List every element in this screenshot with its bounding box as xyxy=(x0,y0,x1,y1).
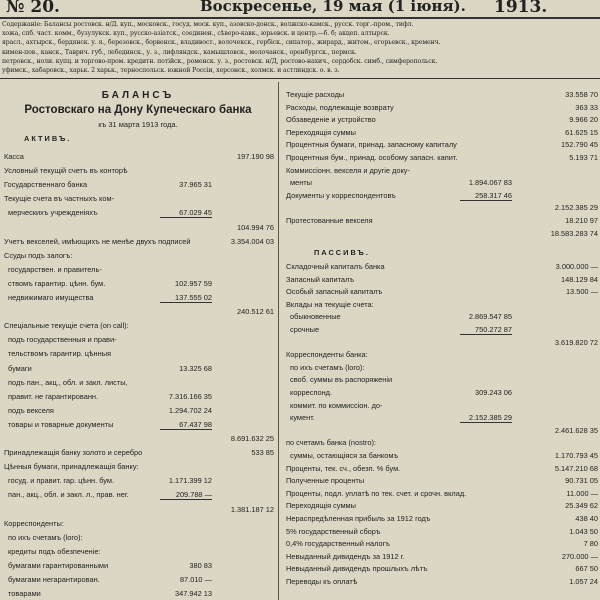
balance-row xyxy=(0,378,276,388)
balance-row xyxy=(0,519,276,529)
toc-line: уфимск., хабаровск., харьк. 2 харьк., терноспольск. южной Россіи, херсонск., холмск. и астлиндск. о. в. з. xyxy=(2,67,340,75)
balance-row xyxy=(0,349,276,359)
row-subamount: 102.957 59 xyxy=(175,278,212,288)
balance-row xyxy=(282,350,600,360)
toc-line: Содержаніе: Балансы ростовск. н/Д. куп., московск., госуд. моск. куп., азовско-донск., волжско-камск., русск. торг.-пром., тифл. xyxy=(2,21,414,28)
row-label: кредиты подъ обезпеченіе: xyxy=(8,546,101,556)
row-total: 2.461.628 35 xyxy=(554,425,598,435)
row-total: 18.583.283 74 xyxy=(550,228,598,238)
assets-heading: АКТИВЪ. xyxy=(24,134,72,143)
balance-heading: БАЛАНСЪ xyxy=(101,90,175,101)
row-label: Переходящія суммы xyxy=(286,127,356,137)
row-label: Протестованные векселя xyxy=(286,216,373,225)
balance-row xyxy=(0,152,276,162)
balance-row xyxy=(282,338,600,348)
row-label: госуд. и правит. гар. цѣнн. бум. xyxy=(8,476,115,486)
balance-row xyxy=(282,375,600,385)
row-total: 152.790 45 xyxy=(561,140,598,150)
toc-line: хожа, спб. част. комм., бузулукск. куп., русско-азіатск., соединен., сѣверо-кавк., юрьевск. и центр.—б. б; акцеп. алтырск. xyxy=(2,30,390,38)
balance-row xyxy=(0,223,276,233)
toc-line: ярасл., ахтырск., бердянск. у. я., березовск., борвенск., владивост., волочекск., гербіск., сипатор., жирард., житом., егорьевск., кременч. xyxy=(2,39,441,47)
column-divider xyxy=(278,82,279,600)
toc-line: петровск., ноли. купц. и торгово-пром. кредитн. потійск., роменск. у. з., ростовск. н/Д, ростово-нахич., сердобск. симб., симферопольск. xyxy=(2,57,438,65)
balance-row xyxy=(0,505,276,515)
row-total: 240.512 61 xyxy=(237,307,274,317)
row-subamount: 37.965 31 xyxy=(179,180,212,190)
row-total: 3.619.820 72 xyxy=(554,337,598,347)
row-total: 148.129 84 xyxy=(561,274,598,284)
balance-row xyxy=(0,434,276,444)
balance-row xyxy=(0,307,276,317)
row-total: 667 50 xyxy=(575,564,598,574)
balance-row xyxy=(282,363,600,373)
row-label: государствен. и правитель- xyxy=(8,264,102,274)
balance-row xyxy=(0,237,276,247)
row-label: мерческихъ учрежденіяхъ xyxy=(8,208,98,218)
balance-row xyxy=(0,462,276,472)
row-label: Ссуды подъ залогъ: xyxy=(4,250,73,260)
row-label: Переходящія суммы xyxy=(286,501,356,511)
row-total: 61.625 15 xyxy=(565,127,598,137)
balance-row xyxy=(282,300,600,310)
row-label: подъ государственныя и прави- xyxy=(8,335,117,345)
row-total: 7 80 xyxy=(583,539,598,549)
row-label: Расходы, подлежащіе возврату xyxy=(286,102,394,112)
balance-row xyxy=(0,533,276,543)
row-subamount: 209.788 — xyxy=(175,490,212,500)
row-subamount: 2.152.385 29 xyxy=(468,413,512,423)
balance-row xyxy=(282,552,600,562)
balance-row xyxy=(0,392,276,402)
balance-row xyxy=(282,426,600,436)
row-label: Спеціальные текущіе счета (on call): xyxy=(4,321,129,331)
liabilities-heading: ПАССИВЪ. xyxy=(314,248,370,257)
row-subamount: 7.316.166 35 xyxy=(168,391,212,401)
row-label: Принадлежащія банку золото и серебро xyxy=(4,448,143,458)
subtotal-rule xyxy=(160,429,212,430)
row-subamount: 1.294.702 24 xyxy=(168,405,212,415)
row-subamount: 347.942 13 xyxy=(175,589,212,599)
balance-row xyxy=(282,312,600,322)
row-total: 3.354.004 03 xyxy=(230,236,274,246)
row-label: обыкновенные xyxy=(290,312,341,322)
balance-row xyxy=(0,194,276,204)
row-subamount: 309.243 06 xyxy=(475,388,512,397)
row-total: 3.000.000 — xyxy=(555,262,598,271)
balance-row xyxy=(0,575,276,585)
balance-row xyxy=(282,501,600,511)
balance-row xyxy=(282,388,600,398)
balance-row xyxy=(0,265,276,275)
balance-row xyxy=(0,251,276,261)
row-label: Запасный капиталъ xyxy=(286,274,354,284)
row-total: 1.043 50 xyxy=(569,526,598,536)
row-total: 25.349 62 xyxy=(565,501,598,511)
row-total: 104.994 76 xyxy=(237,222,274,232)
row-total: 1.170.793 45 xyxy=(554,451,598,460)
row-label: Переводы къ оплатѣ xyxy=(286,577,358,586)
row-label: бумаги xyxy=(8,363,32,373)
balance-row xyxy=(282,262,600,272)
row-label: Условный текущій счетъ въ конторѣ xyxy=(4,166,128,176)
row-subamount: 67.437 98 xyxy=(179,419,212,429)
balance-row xyxy=(0,476,276,486)
row-total: 8.691.632 25 xyxy=(230,434,274,443)
balance-row xyxy=(0,420,276,430)
row-subamount: 258.317 46 xyxy=(475,190,512,200)
row-label: Невыданный дивидендъ за 1912 г. xyxy=(286,551,405,561)
row-label: корреспонд. xyxy=(290,388,333,397)
row-total: 33.558 70 xyxy=(565,90,598,99)
row-total: 13.500 — xyxy=(565,287,598,297)
balance-row xyxy=(0,561,276,571)
row-total: 9.966 20 xyxy=(569,115,598,125)
subtotal-rule xyxy=(160,217,212,218)
row-label: подъ векселя xyxy=(8,405,54,415)
row-label: кумент. xyxy=(290,413,315,423)
row-label: срочные xyxy=(290,325,320,334)
row-label: Текущіе счета въ частныхъ ком- xyxy=(4,194,115,204)
row-total: 5.147.210 68 xyxy=(554,463,598,473)
row-label: Цѣнныя бумаги, принадлежащія банку: xyxy=(4,462,139,472)
row-label: Касса xyxy=(4,152,24,161)
row-label: Нераспредѣленная прибыль за 1912 годъ xyxy=(286,514,431,523)
row-label: ствомъ гарантир. цѣнн. бум. xyxy=(8,278,106,288)
header-rule xyxy=(0,17,600,19)
row-label: правит. не гарантированн. xyxy=(8,391,99,401)
balance-row xyxy=(0,490,276,500)
balance-row xyxy=(0,364,276,374)
bank-name: Ростовскаго на Дону Купеческаго банка xyxy=(24,104,252,116)
row-label: Корреспонденты банка: xyxy=(286,350,368,360)
row-label: Учетъ векселей, имѣющихъ не менѣе двухъ подписей xyxy=(4,236,191,246)
row-subamount: 87.010 — xyxy=(179,575,212,584)
row-subamount: 1.894.067 83 xyxy=(468,178,512,188)
row-subamount: 380 83 xyxy=(189,560,212,570)
row-label: Процентныя бум., принад. особому запасн. капит. xyxy=(286,153,458,162)
row-subamount: 1.171.399 12 xyxy=(168,476,212,486)
row-label: бумагами гарантированными xyxy=(8,560,109,570)
row-label: недвижимаго имущества xyxy=(8,293,94,302)
balance-row xyxy=(282,577,600,587)
row-total: 2.152.385 29 xyxy=(554,203,598,213)
balance-row xyxy=(282,413,600,423)
balance-row xyxy=(282,464,600,474)
row-total: 197.190 98 xyxy=(237,152,274,161)
row-label: подъ пан., акц., обл. и закл. листы, xyxy=(8,377,128,387)
issue-date: Воскресенье, 19 мая (1 іюня). xyxy=(200,0,466,15)
row-label: Документы у корреспондентовъ xyxy=(286,190,396,200)
issue-year: 1913. xyxy=(494,0,548,17)
balance-date: къ 31 марта 1913 года. xyxy=(98,120,178,129)
row-subamount: 2.869.547 85 xyxy=(468,312,512,322)
row-subamount: 67.029 45 xyxy=(179,208,212,218)
balance-row xyxy=(0,547,276,557)
balance-row xyxy=(282,539,600,549)
balance-row xyxy=(282,325,600,335)
row-total: 363 33 xyxy=(575,102,598,112)
balance-row xyxy=(282,564,600,574)
balance-row xyxy=(282,401,600,411)
page-header xyxy=(0,0,600,16)
balance-row xyxy=(0,279,276,289)
balance-row xyxy=(0,321,276,331)
balance-row xyxy=(282,287,600,297)
balance-row xyxy=(0,335,276,345)
row-label: бумагами негарантирован. xyxy=(8,575,100,584)
row-label: Процентныя бумаги, принад. запасному капиталу xyxy=(286,140,457,150)
subtotal-rule xyxy=(160,302,212,303)
issue-number: № 20. xyxy=(6,0,60,17)
balance-row xyxy=(0,589,276,599)
balance-row xyxy=(282,514,600,524)
balance-row xyxy=(282,476,600,486)
balance-row xyxy=(282,527,600,537)
row-label: коммит. по коммиссіон. до- xyxy=(290,400,383,410)
row-label: своб. суммы въ распоряженіи xyxy=(290,375,393,385)
table-of-contents xyxy=(2,20,598,75)
row-label: Корреспонденты: xyxy=(4,518,64,528)
row-label: Обзаведеніе и устройство xyxy=(286,115,376,125)
row-label: суммы, остающіяся за банкомъ xyxy=(290,451,399,460)
balance-row xyxy=(282,489,600,499)
row-total: 1.381.187 12 xyxy=(230,504,274,514)
row-label: Невыданный дивидендъ прошлыхъ лѣтъ xyxy=(286,564,428,574)
balance-row xyxy=(0,208,276,218)
subtotal-rule xyxy=(460,422,512,423)
row-total: 90.731 05 xyxy=(565,476,598,486)
balance-row xyxy=(0,406,276,416)
balance-row xyxy=(282,438,600,448)
row-label: товары и товарные документы xyxy=(8,419,114,429)
row-total: 1.057 24 xyxy=(569,577,598,586)
row-total: 438 40 xyxy=(575,514,598,523)
balance-row xyxy=(0,448,276,458)
row-label: Государственнаго банка xyxy=(4,180,88,190)
subtotal-rule xyxy=(160,499,212,500)
row-label: Особый запасный капиталъ xyxy=(286,287,383,297)
row-subamount: 13.325 68 xyxy=(179,363,212,373)
toc-line: кимен-пов., канск., Таврич. губ., лебединск., у. з., лифляндск., камышловск., молочанск., оренбургск., пермск. xyxy=(2,48,357,56)
row-label: товарами xyxy=(8,589,41,599)
row-label: Коммиссіонн. векселя и другіе доку- xyxy=(286,165,410,175)
row-label: пан., акц., обл. и закл. л., прав. нег. xyxy=(8,490,129,500)
row-label: по счетамъ банка (nostro): xyxy=(286,438,376,448)
row-label: 5% государственный сборъ xyxy=(286,526,381,536)
row-label: менты xyxy=(290,178,312,188)
row-total: 11.000 — xyxy=(566,488,598,498)
row-label: Проценты, тек. сч., обезп. % бум. xyxy=(286,463,401,473)
balance-row xyxy=(0,180,276,190)
row-total: 270.000 — xyxy=(561,551,598,561)
balance-row xyxy=(282,275,600,285)
balance-row xyxy=(282,451,600,461)
row-label: Складочный капиталъ банка xyxy=(286,262,385,271)
row-subamount: 750.272 87 xyxy=(475,325,512,334)
row-total: 533 85 xyxy=(251,448,274,458)
balance-row xyxy=(0,166,276,176)
row-label: по ихъ счетамъ (loro): xyxy=(8,532,83,542)
balance-row xyxy=(0,293,276,303)
row-label: Полученные проценты xyxy=(286,476,365,486)
toc-rule xyxy=(0,78,600,79)
row-subamount: 137.555 02 xyxy=(175,293,212,302)
row-label: по ихъ счетамъ (loro): xyxy=(290,362,365,372)
subtotal-rule xyxy=(460,334,512,335)
row-label: Проценты, подл. уплатѣ по тек. счет. и срочн. вклад. xyxy=(286,488,467,498)
row-total: 5.193 71 xyxy=(569,153,598,162)
row-label: 0,4% государственный налогъ xyxy=(286,539,390,549)
row-label: тельствомъ гарантир. цѣнныя xyxy=(8,349,112,359)
row-label: Вклады на текущіе счета: xyxy=(286,299,374,309)
row-label: Текущіе расходы xyxy=(286,90,345,99)
row-total: 18.210 97 xyxy=(565,216,598,225)
